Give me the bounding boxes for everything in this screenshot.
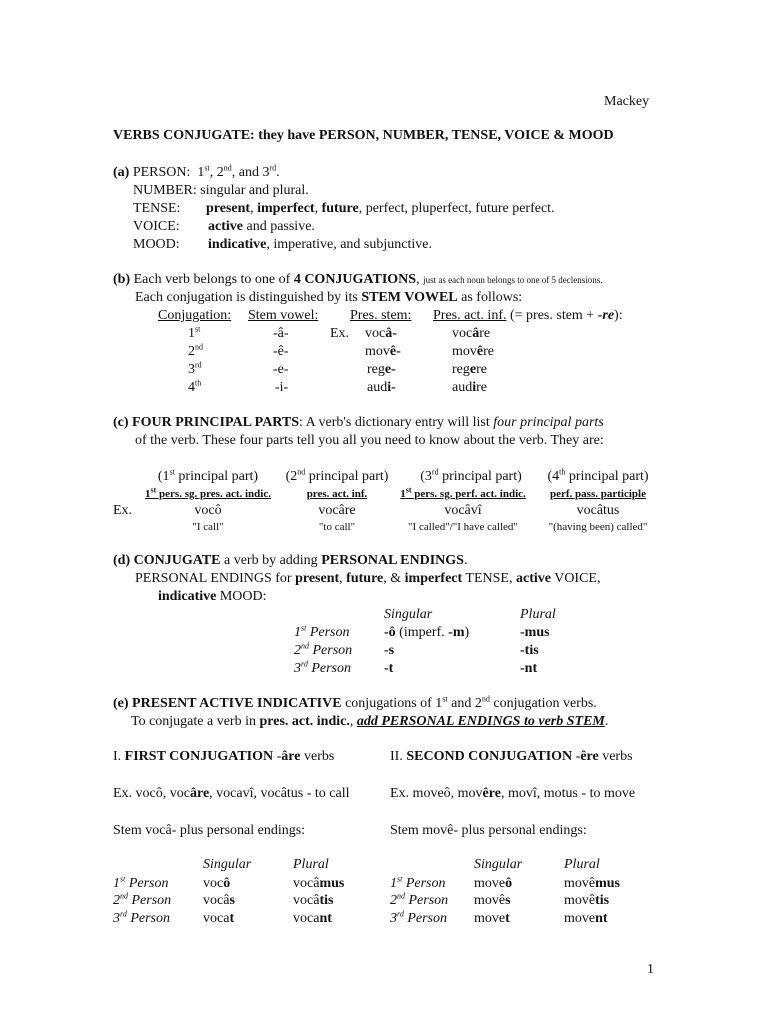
second-stem-line: Stem movê- plus personal endings: bbox=[390, 823, 587, 838]
first-conjugation-heading: I. FIRST CONJUGATION -âre verbs bbox=[113, 749, 335, 764]
first-stem-line: Stem vocâ- plus personal endings: bbox=[113, 823, 306, 838]
page-number: 1 bbox=[647, 962, 654, 977]
voice-values: active and passive. bbox=[208, 219, 315, 234]
principal-parts-line2: of the verb. These four parts tell you all you need to know about the verb. They are: bbox=[135, 433, 604, 448]
person-line: (a) PERSON: 1st, 2nd, and 3rd. bbox=[113, 163, 280, 180]
conjugate-instruction-line: To conjugate a verb in pres. act. indic., add PERSONAL ENDINGS to verb STEM. bbox=[131, 714, 609, 729]
col-pres-inf: Pres. act. inf. (= pres. stem + -re): bbox=[433, 308, 623, 323]
plural-header: Plural bbox=[564, 857, 600, 872]
page-title: VERBS CONJUGATE: they have PERSON, NUMBER, TENSE, VOICE & MOOD bbox=[113, 128, 614, 143]
plural-header: Plural bbox=[520, 607, 556, 622]
mood-values: indicative, imperative, and subjunctive. bbox=[208, 237, 432, 252]
mood-line: indicative MOOD: bbox=[158, 589, 267, 604]
plural-header: Plural bbox=[293, 857, 329, 872]
first-conjugation-example: Ex. vocô, vocâre, vocavî, vocâtus - to call bbox=[113, 786, 350, 801]
ex-label: Ex. bbox=[113, 503, 133, 518]
author-name: Mackey bbox=[604, 94, 650, 109]
second-conjugation-heading: II. SECOND CONJUGATION -êre verbs bbox=[390, 749, 633, 764]
personal-endings-line: PERSONAL ENDINGS for present, future, & imperfect TENSE, active VOICE, bbox=[135, 571, 601, 586]
col-pres-stem: Pres. stem: bbox=[350, 308, 412, 323]
ex-label: Ex. bbox=[330, 326, 350, 341]
singular-header: Singular bbox=[384, 607, 433, 622]
principal-parts-line: (c) FOUR PRINCIPAL PARTS: A verb's dictionary entry will list four principal parts bbox=[113, 415, 604, 430]
conjugations-line: (b) Each verb belongs to one of 4 CONJUGATIONS, just as each noun belongs to one of 5 declensions. bbox=[113, 272, 603, 287]
voice-label: VOICE: bbox=[133, 219, 180, 234]
mood-label: MOOD: bbox=[133, 237, 180, 252]
present-active-line: (e) PRESENT ACTIVE INDICATIVE conjugations of 1st and 2nd conjugation verbs. bbox=[113, 694, 597, 711]
stem-vowel-line: Each conjugation is distinguished by its STEM VOWEL as follows: bbox=[135, 290, 523, 305]
conjugate-line: (d) CONJUGATE a verb by adding PERSONAL ENDINGS. bbox=[113, 553, 468, 568]
singular-header: Singular bbox=[474, 857, 523, 872]
tense-label: TENSE: bbox=[133, 201, 181, 216]
second-conjugation-example: Ex. moveô, movêre, movî, motus - to move bbox=[390, 786, 636, 801]
col-stem-vowel: Stem vowel: bbox=[248, 308, 319, 323]
tense-values: present, imperfect, future, perfect, pluperfect, future perfect. bbox=[206, 201, 555, 216]
singular-header: Singular bbox=[203, 857, 252, 872]
number-line: NUMBER: singular and plural. bbox=[133, 183, 309, 198]
col-conjugation: Conjugation: bbox=[158, 308, 232, 323]
